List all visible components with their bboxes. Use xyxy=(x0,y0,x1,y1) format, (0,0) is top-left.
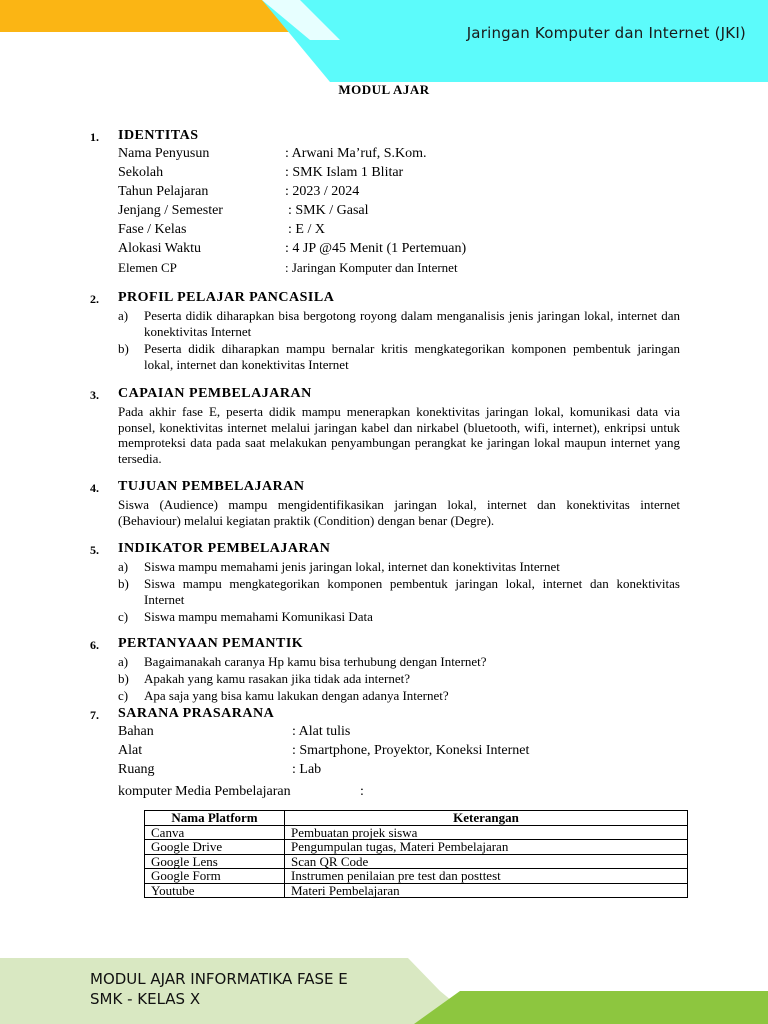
section-paragraph: Pada akhir fase E, peserta didik mampu menerapkan konektivitas jaringan lokal, komunikasi data via ponsel, konektivitas internet melalui jaringan kabel dan nirkabel (bluetooth, wifi, internet), enkripsi untuk memproteksi data pada saat melakukan penyambungan perangkat ke jaringan lokal maupun internet yang tersedia. xyxy=(118,404,680,466)
media-platform-table xyxy=(144,810,688,898)
table-header-row xyxy=(145,811,688,826)
platform-description: Materi Pembelajaran xyxy=(285,883,688,898)
document-title: MODUL AJAR xyxy=(338,82,430,97)
section-profil-pelajar-pancasila xyxy=(90,290,680,374)
list-marker: b) xyxy=(118,341,129,356)
table-row xyxy=(145,883,688,898)
field-label: Ruang xyxy=(118,762,155,777)
platform-description: Scan QR Code xyxy=(285,854,688,869)
list-item xyxy=(90,609,680,625)
field-label: Elemen CP xyxy=(118,260,177,275)
field-value: : Smartphone, Proyektor, Koneksi Internet xyxy=(292,743,530,758)
list-item-text: Peserta didik diharapkan bisa bergotong royong dalam menganalisis jenis jaringan lokal, internet dan konektivitas Internet xyxy=(144,308,680,339)
field-label: Bahan xyxy=(118,724,154,739)
field-value: : xyxy=(360,784,364,799)
field-label: Alokasi Waktu xyxy=(118,241,201,256)
platform-name: Google Drive xyxy=(145,840,285,855)
section-number: 1. xyxy=(90,130,99,144)
field-label: komputer Media Pembelajaran xyxy=(118,784,291,799)
list-item xyxy=(90,308,680,340)
platform-description: Instrumen penilaian pre test dan posttest xyxy=(285,869,688,884)
list-item xyxy=(90,671,680,687)
field-label: Jenjang / Semester xyxy=(118,203,223,218)
list-item-text: Siswa mampu memahami jenis jaringan lokal, internet dan konektivitas Internet xyxy=(144,559,560,574)
section-number: 3. xyxy=(90,388,99,402)
field-value: : Lab xyxy=(292,762,322,777)
platform-description: Pengumpulan tugas, Materi Pembelajaran xyxy=(285,840,688,855)
section-title: CAPAIAN PEMBELAJARAN xyxy=(118,386,312,401)
platform-name: Google Form xyxy=(145,869,285,884)
section-title: SARANA PRASARANA xyxy=(118,706,275,721)
section-number: 4. xyxy=(90,481,99,495)
list-item xyxy=(90,654,680,670)
section-number: 7. xyxy=(90,708,99,722)
section-title: PROFIL PELAJAR PANCASILA xyxy=(118,290,335,305)
section-title: INDIKATOR PEMBELAJARAN xyxy=(118,541,331,556)
table-row xyxy=(145,854,688,869)
table-row xyxy=(145,825,688,840)
list-item-text: Peserta didik diharapkan mampu bernalar kritis mengkategorikan komponen pembentuk jaringan lokal, internet dan konektivitas Internet xyxy=(144,341,680,372)
column-header: Keterangan xyxy=(285,811,688,826)
field-value: : E / X xyxy=(288,222,325,237)
list-marker: a) xyxy=(118,654,129,669)
field-value: : Arwani Ma’ruf, S.Kom. xyxy=(285,146,427,161)
list-item-text: Siswa mampu mengkategorikan komponen pembentuk jaringan lokal, internet dan konektivitas Internet xyxy=(144,576,680,607)
footer-line-2: SMK - KELAS X xyxy=(90,990,201,1008)
list-item xyxy=(90,576,680,608)
list-item xyxy=(90,688,680,704)
list-marker: a) xyxy=(118,559,129,574)
table-row xyxy=(145,869,688,884)
section-number: 2. xyxy=(90,292,99,306)
section-number: 5. xyxy=(90,543,99,557)
list-marker: c) xyxy=(118,609,129,624)
list-item-text: Apakah yang kamu rasakan jika tidak ada internet? xyxy=(144,671,411,686)
list-item-text: Siswa mampu memahami Komunikasi Data xyxy=(144,609,373,624)
platform-description: Pembuatan projek siswa xyxy=(285,825,688,840)
platform-name: Youtube xyxy=(145,883,285,898)
list-item-text: Bagaimanakah caranya Hp kamu bisa terhubung dengan Internet? xyxy=(144,654,487,669)
field-value: : SMK / Gasal xyxy=(288,203,369,218)
list-marker: c) xyxy=(118,688,129,703)
field-value: : 2023 / 2024 xyxy=(285,184,360,199)
field-label: Sekolah xyxy=(118,165,164,180)
platform-name: Google Lens xyxy=(145,854,285,869)
list-item-text: Apa saja yang bisa kamu lakukan dengan adanya Internet? xyxy=(144,688,449,703)
field-label: Alat xyxy=(118,743,143,758)
column-header: Nama Platform xyxy=(145,811,285,826)
list-item xyxy=(90,341,680,373)
section-sarana-prasarana xyxy=(90,706,680,803)
footer-line-1: MODUL AJAR INFORMATIKA FASE E xyxy=(90,970,348,988)
platform-name: Canva xyxy=(145,825,285,840)
section-capaian-pembelajaran xyxy=(90,386,680,466)
field-label: Nama Penyusun xyxy=(118,146,210,161)
field-value: : Jaringan Komputer dan Internet xyxy=(285,260,458,275)
field-label: Fase / Kelas xyxy=(118,222,187,237)
section-title: TUJUAN PEMBELAJARAN xyxy=(118,479,305,494)
header-title: Jaringan Komputer dan Internet (JKI) xyxy=(466,24,746,42)
section-title: PERTANYAAN PEMANTIK xyxy=(118,636,304,651)
section-tujuan-pembelajaran xyxy=(90,479,680,528)
list-marker: b) xyxy=(118,671,129,686)
section-pertanyaan-pemantik xyxy=(90,636,680,705)
section-paragraph: Siswa (Audience) mampu mengidentifikasikan jaringan lokal, internet dan konektivitas internet (Behaviour) melalui kegiatan praktik (Condition) dengan benar (Degre). xyxy=(118,497,680,528)
section-identitas xyxy=(90,128,680,278)
section-title: IDENTITAS xyxy=(118,128,199,143)
field-value: : 4 JP @45 Menit (1 Pertemuan) xyxy=(285,241,467,256)
field-label: Tahun Pelajaran xyxy=(118,184,209,199)
list-marker: a) xyxy=(118,308,129,323)
section-indikator-pembelajaran xyxy=(90,541,680,626)
list-item xyxy=(90,559,680,575)
footer-text xyxy=(90,969,348,1009)
section-number: 6. xyxy=(90,638,99,652)
field-value: : Alat tulis xyxy=(292,724,351,739)
table-row xyxy=(145,840,688,855)
field-value: : SMK Islam 1 Blitar xyxy=(285,165,404,180)
list-marker: b) xyxy=(118,576,129,591)
